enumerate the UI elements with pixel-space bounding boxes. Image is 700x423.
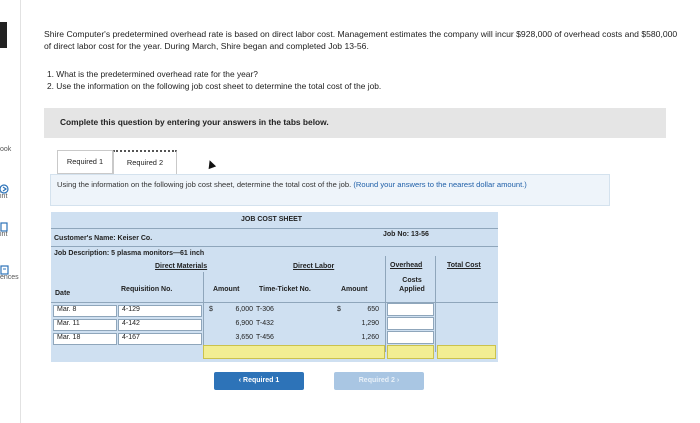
currency-symbol-labor: $ [337, 306, 341, 313]
rail-item-references[interactable]: ences [0, 274, 19, 281]
dm-amount-row-3: 3,650 [235, 334, 253, 341]
instructions-text: Complete this question by entering your answers in the tabs below. [60, 117, 329, 127]
header-requisition-no: Requisition No. [121, 286, 173, 293]
header-amount-materials: Amount [213, 286, 240, 293]
total-materials-labor-input[interactable] [203, 345, 385, 359]
header-time-ticket-no: Time-Ticket No. [259, 286, 311, 293]
next-required-2-button[interactable] [334, 372, 424, 390]
ticket-row-1: T-306 [256, 306, 274, 313]
hint-icon[interactable] [0, 181, 10, 191]
dl-amount-row-2: 1,290 [361, 320, 379, 327]
rail-item-book[interactable]: ook [0, 146, 12, 153]
header-date: Date [55, 290, 71, 297]
header-overhead: Overhead [390, 262, 423, 269]
total-cost-input[interactable] [437, 345, 496, 359]
instruction-text: Using the information on the following job cost sheet, determine the total cost of the job. [57, 180, 352, 189]
header-amount-labor: Amount [341, 286, 368, 293]
header-direct-labor: Direct Labor [293, 263, 335, 270]
job-description: Job Description: 5 plasma monitors—61 inch [54, 250, 205, 257]
ticket-row-3: T-456 [256, 334, 274, 341]
rail-marker [0, 22, 7, 48]
problem-paragraph: Shire Computer's predetermined overhead rate is based on direct labor cost. Management estimates the company will incur $928,000 of overhead costs and $580,000 of direct labor cost for the year. During March, Shire began and completed Job 13-56. [44, 29, 678, 51]
mouse-cursor [206, 159, 216, 169]
job-number: Job No: 13-56 [383, 231, 429, 238]
cell-date-row-3: Mar. 18 [53, 333, 117, 345]
header-direct-materials: Direct Materials [155, 263, 208, 270]
instruction-note: (Round your answers to the nearest dollar amount.) [353, 180, 527, 189]
sheet-title: JOB COST SHEET [241, 216, 303, 223]
tab-required-2[interactable]: Required 2 [113, 150, 177, 175]
currency-symbol-materials: $ [209, 306, 213, 313]
chevron-left-icon: ‹ [238, 377, 242, 384]
tab-required-1[interactable]: Required 1 [57, 150, 113, 174]
prev-button-label: Required 1 [243, 377, 280, 384]
cell-requisition-row-3: 4-167 [118, 333, 202, 345]
cell-requisition-row-2: 4-142 [118, 319, 202, 331]
rail-divider [20, 0, 21, 423]
print-icon[interactable] [0, 219, 10, 229]
instructions-banner [44, 108, 666, 138]
dm-amount-row-1: 6,000 [235, 306, 253, 313]
customer-name: Customer's Name: Keiser Co. [54, 235, 153, 242]
overhead-input-row-1[interactable] [387, 303, 434, 316]
cell-date-row-2: Mar. 11 [53, 319, 117, 331]
overhead-input-row-2[interactable] [387, 317, 434, 330]
total-overhead-input[interactable] [387, 345, 434, 359]
cell-date-row-1: Mar. 8 [53, 305, 117, 317]
question-1: 1. What is the predetermined overhead rate for the year? [47, 69, 258, 79]
ticket-row-2: T-432 [256, 320, 274, 327]
overhead-input-row-3[interactable] [387, 331, 434, 344]
question-instruction [50, 174, 610, 206]
next-button-label: Required 2 [358, 377, 395, 384]
dl-amount-row-3: 1,260 [361, 334, 379, 341]
header-total-cost: Total Cost [447, 262, 481, 269]
dl-amount-row-1: 650 [367, 306, 379, 313]
job-cost-sheet [51, 212, 498, 362]
references-icon[interactable] [0, 262, 10, 272]
prev-required-1-button[interactable] [214, 372, 304, 390]
chevron-right-icon: › [396, 377, 400, 384]
cell-requisition-row-1: 4-129 [118, 305, 202, 317]
rail-item-hint[interactable]: int [0, 193, 8, 200]
header-costs-applied: Costs Applied [399, 277, 425, 293]
rail-item-print[interactable]: int [0, 231, 8, 238]
dm-amount-row-2: 6,900 [235, 320, 253, 327]
question-2: 2. Use the information on the following job cost sheet to determine the total cost of the job. [47, 81, 382, 91]
